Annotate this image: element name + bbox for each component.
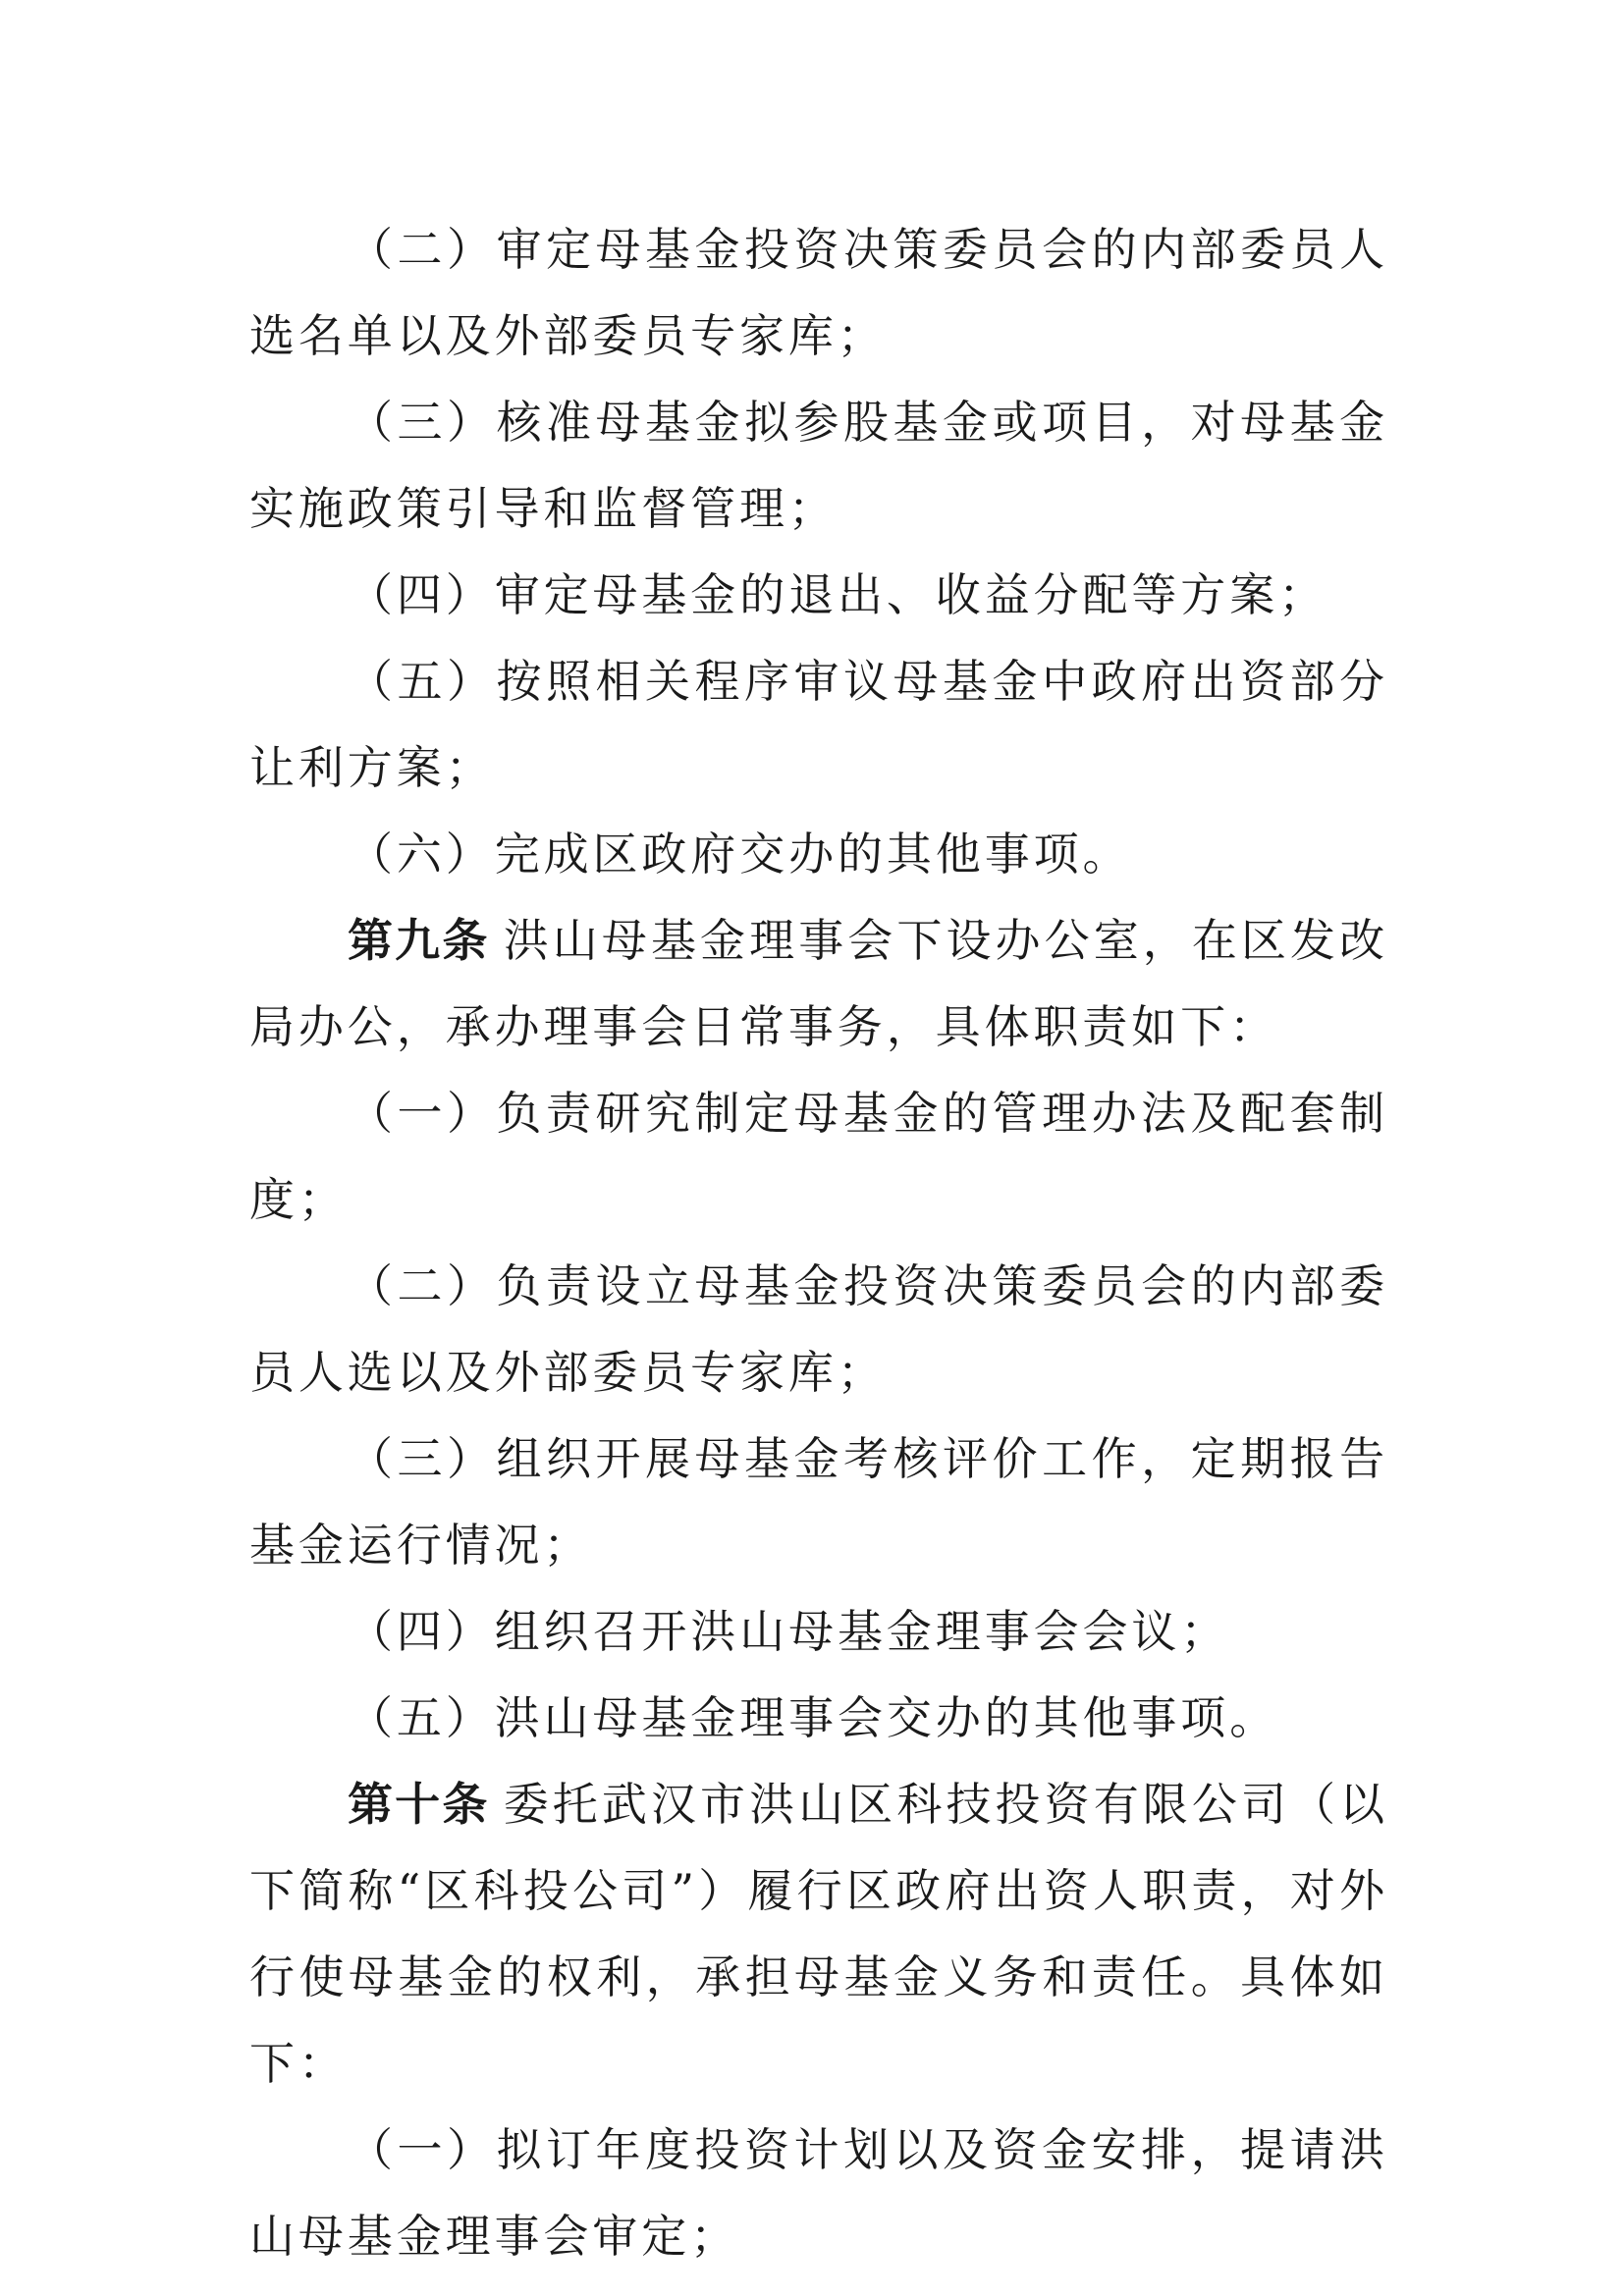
clause-2-paragraph (249, 206, 1388, 379)
clause-4-paragraph (249, 552, 1388, 638)
clause-6-paragraph (249, 811, 1388, 897)
article-9-clause-1-paragraph (249, 1070, 1388, 1243)
paragraph-text: （六）完成区政府交办的其他事项。 (348, 828, 1132, 881)
paragraph-text: （五）洪山母基金理事会交办的其他事项。 (348, 1691, 1279, 1744)
clause-3-paragraph (249, 379, 1388, 552)
paragraph-text: （四）组织召开洪山母基金理事会会议； (348, 1605, 1230, 1658)
paragraph-text: （五）按照相关程序审议母基金中政府出资部分让利方案； (249, 655, 1388, 794)
document-body (249, 206, 1388, 2279)
clause-5-paragraph (249, 638, 1388, 811)
article-9-clause-3-paragraph (249, 1415, 1388, 1588)
article-10-paragraph (249, 1761, 1388, 2107)
paragraph-text: （二）负责设立母基金投资决策委员会的内部委员人选以及外部委员专家库； (249, 1259, 1388, 1399)
article-9-heading: 第九条 (348, 914, 490, 967)
article-9-clause-5-paragraph (249, 1675, 1388, 1761)
paragraph-text: （三）核准母基金拟参股基金或项目，对母基金实施政策引导和监督管理； (249, 396, 1388, 535)
paragraph-text: （四）审定母基金的退出、收益分配等方案； (348, 568, 1327, 621)
article-9-clause-4-paragraph (249, 1588, 1388, 1675)
article-10-heading: 第十条 (348, 1778, 490, 1831)
paragraph-text: （一）负责研究制定母基金的管理办法及配套制度； (249, 1087, 1388, 1226)
article-9-paragraph (249, 897, 1388, 1070)
paragraph-text: （二）审定母基金投资决策委员会的内部委员人选名单以及外部委员专家库； (249, 223, 1388, 362)
paragraph-text: （三）组织开展母基金考核评价工作，定期报告基金运行情况； (249, 1432, 1388, 1572)
article-10-clause-1-paragraph (249, 2107, 1388, 2279)
paragraph-text: 洪山母基金理事会下设办公室，在区发改局办公，承办理事会日常事务，具体职责如下： (249, 914, 1389, 1053)
article-9-clause-2-paragraph (249, 1243, 1388, 1415)
paragraph-text: 委托武汉市洪山区科技投资有限公司（以下简称“区科投公司”）履行区政府出资人职责，对外行使母基金的权利，承担母基金义务和责任。具体如下： (249, 1778, 1389, 2090)
paragraph-text: （一）拟订年度投资计划以及资金安排，提请洪山母基金理事会审定； (249, 2123, 1388, 2263)
